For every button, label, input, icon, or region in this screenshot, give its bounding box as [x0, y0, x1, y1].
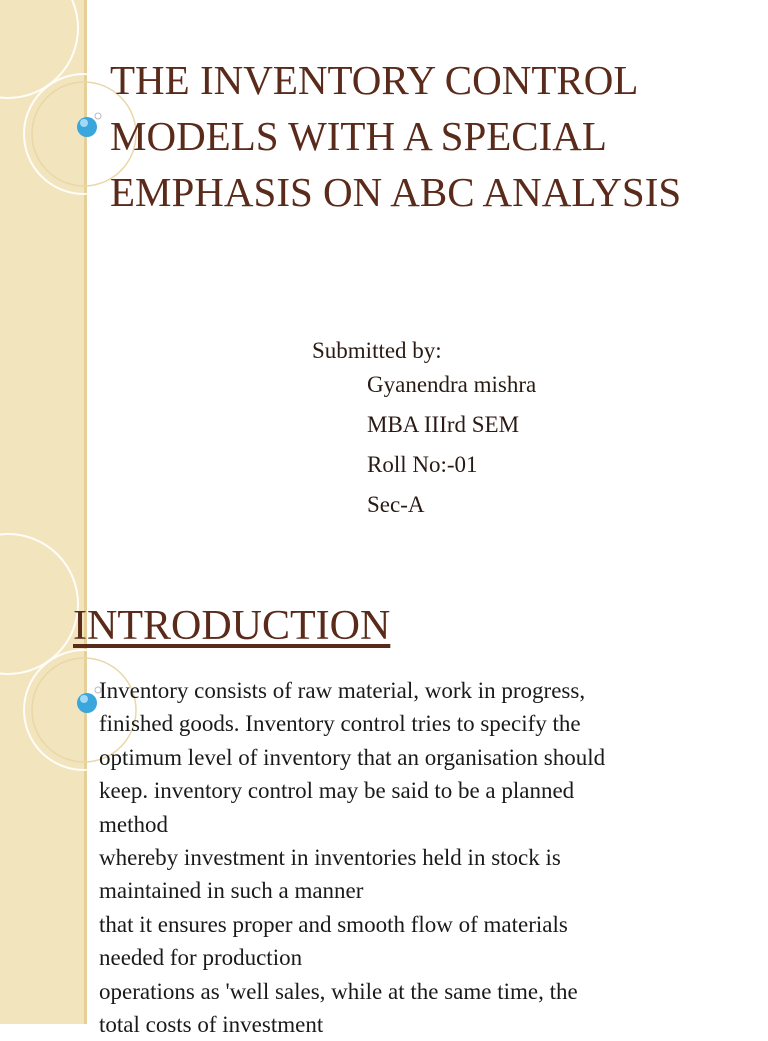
submitter-roll: Roll No:-01: [367, 452, 478, 477]
section-heading: INTRODUCTION: [73, 603, 391, 649]
body-line: Inventory consists of raw material, work in progress,: [99, 678, 586, 703]
body-line: maintained in such a manner: [99, 878, 364, 904]
body-line: optimum level of inventory that an organisation should: [99, 744, 606, 770]
body-line: finished goods. Inventory control tries to specify the: [99, 711, 581, 737]
introduction-slide: [0, 576, 768, 1038]
submitted-by-label: Submitted by:: [312, 338, 442, 363]
body-line: operations as 'well sales, while at the same time, the: [99, 978, 578, 1004]
submitter-details: [367, 365, 536, 525]
body-line: method: [99, 811, 168, 837]
submitter-section: Sec-A: [367, 492, 425, 517]
body-line: that it ensures proper and smooth flow of materials: [99, 911, 568, 937]
submitter-program: MBA IIIrd SEM: [367, 412, 520, 437]
bullet-orb-icon: [77, 117, 97, 137]
body-line: keep. inventory control may be said to be a planned: [99, 778, 575, 804]
body-line: whereby investment in inventories held in stock is: [99, 845, 561, 871]
body-text: [99, 674, 759, 1041]
slide-title: THE INVENTORY CONTROL MODELS WITH A SPECIAL EMPHASIS ON ABC ANALYSIS: [110, 57, 682, 215]
submitter-name: Gyanendra mishra: [367, 372, 537, 397]
body-line: needed for production: [99, 945, 303, 971]
bullet-orb-icon: [77, 693, 97, 713]
body-line: total costs of investment: [99, 1012, 324, 1038]
